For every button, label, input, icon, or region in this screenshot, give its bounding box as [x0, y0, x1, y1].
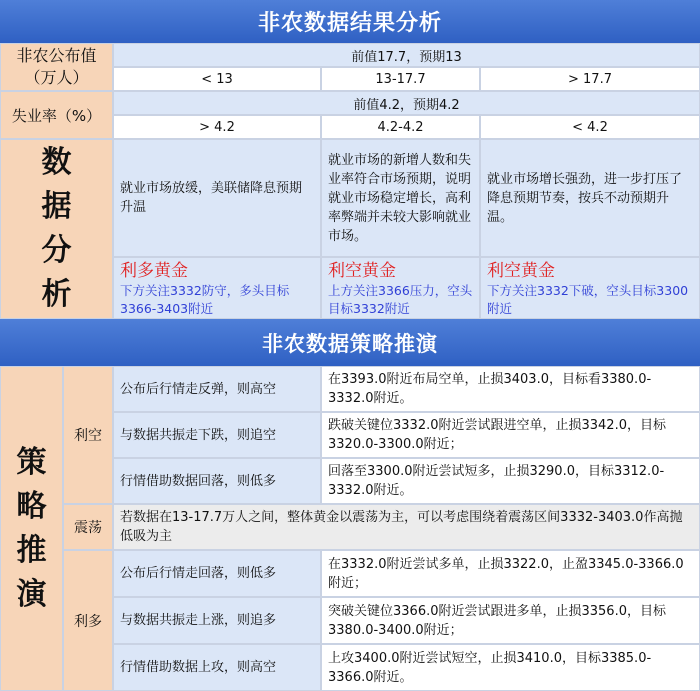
analysis-label-char: 数 — [41, 145, 72, 180]
bull-cond-3: 行情借助数据上攻，则高空 — [113, 644, 321, 691]
bull-cond-1: 公布后行情走回落，则低多 — [113, 550, 321, 597]
analysis-label — [0, 139, 113, 319]
analysis-verdict-low — [113, 257, 321, 319]
bear-cond-3: 行情借助数据回落，则低多 — [113, 458, 321, 504]
bull-label: 利多 — [63, 550, 113, 691]
nfp-range-high: > 17.7 — [480, 67, 700, 91]
strategy-label — [0, 366, 63, 691]
unemp-label: 失业率（%） — [0, 91, 113, 139]
verdict-note: 下方关注3332防守，多头目标3366-3403附近 — [120, 283, 290, 316]
unemp-prev-forecast: 前值4.2，预期4.2 — [113, 91, 700, 115]
range-text: 若数据在13-17.7万人之间，整体黄金以震荡为主，可以考虑围绕着震荡区间3332-3403.0作高抛低吸为主 — [113, 504, 700, 550]
nfp-prev-forecast: 前值17.7，预期13 — [113, 43, 700, 67]
bear-plan-3: 回落至3300.0附近尝试短多，止损3290.0，目标3312.0-3332.0附近。 — [321, 458, 700, 504]
analysis-verdict-high — [480, 257, 700, 319]
strategy-label-char: 策 — [16, 444, 47, 480]
unemp-range-3: < 4.2 — [480, 115, 700, 139]
bear-cond-2: 与数据共振走下跌，则追空 — [113, 412, 321, 458]
analysis-label-char: 分 — [41, 233, 72, 268]
nfp-label-line1: 非农公布值 — [16, 46, 97, 65]
bull-plan-3: 上攻3400.0附近尝试短空，止损3410.0，目标3385.0-3366.0附近。 — [321, 644, 700, 691]
bear-plan-1: 在3393.0附近布局空单，止损3403.0，目标看3380.0-3332.0附近。 — [321, 366, 700, 412]
bear-plan-2: 跌破关键位3332.0附近尝试跟进空单，止损3342.0，目标3320.0-3300.0附近； — [321, 412, 700, 458]
bull-plan-1: 在3332.0附近尝试多单，止损3322.0，止盈3345.0-3366.0附近； — [321, 550, 700, 597]
verdict-bearish-gold: 利空黄金 — [487, 261, 555, 281]
analysis-text-high: 就业市场增长强劲，进一步打压了降息预期节奏，按兵不动预期升温。 — [480, 139, 700, 257]
range-label: 震荡 — [63, 504, 113, 550]
verdict-note: 下方关注3332下破，空头目标3300附近 — [487, 283, 689, 316]
strategy-label-char: 略 — [16, 488, 47, 524]
analysis-text-mid: 就业市场的新增人数和失业率符合市场预期，说明就业市场稳定增长，高利率弊端并未较大影响就业市场。 — [321, 139, 480, 257]
analysis-verdict-mid — [321, 257, 480, 319]
bear-label: 利空 — [63, 366, 113, 504]
strategy-label-char: 演 — [16, 576, 47, 612]
strategy-label-char: 推 — [16, 532, 47, 568]
bear-cond-1: 公布后行情走反弹，则高空 — [113, 366, 321, 412]
nfp-label — [0, 43, 113, 91]
title-result-analysis: 非农数据结果分析 — [0, 0, 700, 43]
analysis-label-char: 据 — [41, 189, 72, 224]
title-strategy: 非农数据策略推演 — [0, 319, 700, 366]
nfp-range-mid: 13-17.7 — [321, 67, 480, 91]
verdict-note: 上方关注3366压力，空头目标3332附近 — [328, 283, 473, 316]
verdict-bullish-gold: 利多黄金 — [120, 261, 188, 281]
unemp-range-2: 4.2-4.2 — [321, 115, 480, 139]
bull-plan-2: 突破关键位3366.0附近尝试跟进多单，止损3356.0，目标3380.0-3400.0附近； — [321, 597, 700, 644]
analysis-text-low: 就业市场放缓，美联储降息预期升温 — [113, 139, 321, 257]
nfp-range-low: < 13 — [113, 67, 321, 91]
unemp-range-1: > 4.2 — [113, 115, 321, 139]
verdict-bearish-gold: 利空黄金 — [328, 261, 396, 281]
analysis-label-char: 析 — [41, 277, 72, 312]
nfp-label-line2: （万人） — [24, 68, 89, 87]
bull-cond-2: 与数据共振走上涨，则追多 — [113, 597, 321, 644]
